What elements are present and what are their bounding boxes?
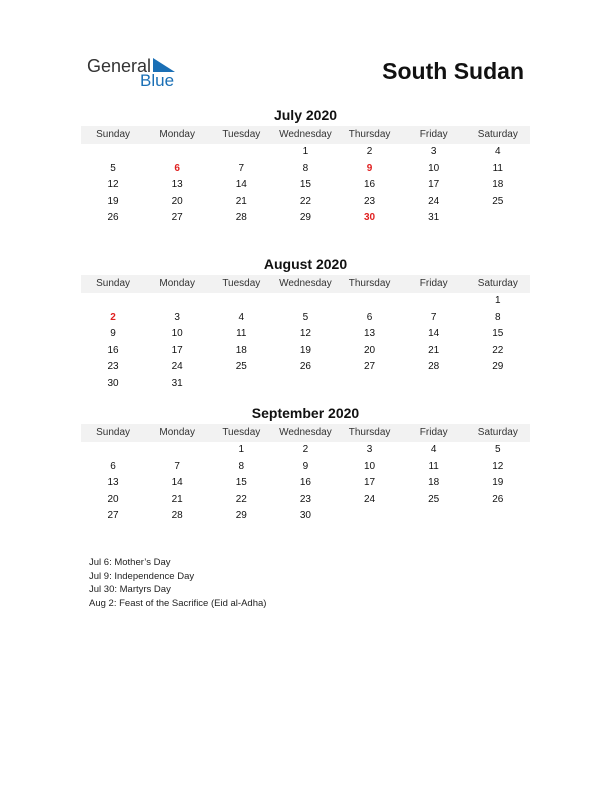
day-cell: [338, 293, 402, 310]
day-cell: 19: [492, 477, 504, 489]
day-cell: 21: [171, 493, 183, 505]
day-cell: 9: [110, 328, 116, 340]
day-cell: 17: [428, 179, 440, 191]
weekday-header: Friday: [419, 129, 448, 140]
day-cell: [338, 376, 402, 393]
day-cell: [145, 442, 209, 459]
day-cell: 7: [430, 311, 437, 323]
day-cell: 11: [428, 460, 439, 472]
weekday-header: Wednesday: [279, 278, 332, 289]
logo-triangle-icon: [153, 58, 175, 72]
weekday-header: Saturday: [477, 427, 518, 438]
weekday-header: Thursday: [348, 129, 391, 140]
day-cell: 18: [428, 477, 440, 489]
day-cell: 14: [235, 179, 247, 191]
day-cell: 6: [110, 460, 116, 472]
day-cell: 25: [235, 361, 247, 373]
day-cell: 23: [364, 195, 376, 207]
month-calendar-july: [81, 106, 530, 227]
day-cell: 30: [364, 212, 376, 224]
day-cell: 6: [174, 162, 180, 174]
week-row: [81, 376, 530, 393]
day-cell: 29: [235, 510, 247, 522]
day-cell: 24: [171, 361, 183, 373]
day-cell: 13: [171, 179, 183, 191]
week-row: [81, 359, 530, 376]
week-rows: [81, 293, 530, 393]
week-row: [81, 459, 530, 476]
day-cell: 2: [110, 311, 116, 323]
day-cell: 14: [171, 477, 183, 489]
day-cell: 15: [299, 179, 311, 191]
month-title: September 2020: [251, 405, 360, 421]
day-cell: 29: [299, 212, 311, 224]
day-cell: 3: [430, 146, 437, 157]
day-cell: [466, 210, 530, 227]
day-cell: 7: [174, 460, 180, 472]
week-rows: [81, 442, 530, 525]
day-cell: 3: [366, 444, 373, 455]
weekday-header-row: [81, 275, 530, 293]
day-cell: [81, 144, 145, 161]
day-cell: 21: [235, 195, 247, 207]
week-row: [81, 475, 530, 492]
day-cell: 14: [428, 328, 440, 340]
day-cell: 24: [364, 493, 376, 505]
day-cell: 26: [299, 361, 311, 373]
day-cell: 30: [107, 377, 119, 389]
day-cell: 27: [107, 510, 119, 522]
day-cell: 30: [299, 510, 311, 522]
day-cell: [273, 293, 337, 310]
day-cell: [466, 376, 530, 393]
week-row: [81, 194, 530, 211]
day-cell: 20: [364, 344, 376, 356]
day-cell: 1: [238, 444, 245, 455]
month-calendar-september: [81, 404, 530, 525]
week-row: [81, 144, 530, 161]
day-cell: 5: [110, 162, 116, 174]
day-cell: 4: [495, 146, 501, 157]
weekday-header: Thursday: [348, 278, 391, 289]
day-cell: 9: [302, 460, 309, 472]
weekday-header: Friday: [419, 427, 448, 438]
day-cell: 21: [428, 344, 440, 356]
day-cell: 12: [107, 179, 119, 191]
day-cell: 20: [171, 195, 183, 207]
week-row: [81, 293, 530, 310]
day-cell: 17: [364, 477, 376, 489]
week-row: [81, 442, 530, 459]
logo-general-text: General: [87, 56, 152, 76]
weekday-header-row: [81, 424, 530, 442]
day-cell: 10: [171, 328, 183, 340]
day-cell: [145, 144, 209, 161]
day-cell: 8: [495, 311, 501, 323]
week-rows: [81, 144, 530, 227]
day-cell: 23: [107, 361, 119, 373]
day-cell: 26: [107, 212, 119, 224]
week-row: [81, 326, 530, 343]
weekday-header: Wednesday: [279, 427, 332, 438]
day-cell: 26: [492, 493, 504, 505]
day-cell: [402, 293, 466, 310]
day-cell: 6: [366, 311, 373, 323]
day-cell: 16: [299, 477, 311, 489]
day-cell: 24: [428, 195, 440, 207]
holiday-note: Jul 9: Independence Day: [89, 570, 195, 582]
day-cell: 25: [492, 195, 504, 207]
day-cell: 11: [492, 162, 503, 174]
day-cell: 5: [302, 311, 309, 323]
day-cell: 1: [302, 146, 309, 157]
weekday-header: Tuesday: [222, 129, 261, 140]
country-title: South Sudan: [382, 58, 524, 84]
day-cell: [402, 508, 466, 525]
weekday-header-row: [81, 126, 530, 144]
week-row: [81, 177, 530, 194]
weekday-header: Friday: [419, 278, 448, 289]
day-cell: 2: [302, 444, 309, 455]
day-cell: [209, 144, 273, 161]
brand-logo: [87, 56, 197, 96]
day-cell: 15: [235, 477, 247, 489]
day-cell: 31: [171, 377, 183, 389]
day-cell: 22: [235, 493, 247, 505]
day-cell: 11: [236, 328, 247, 340]
day-cell: 19: [299, 344, 311, 356]
day-cell: 19: [107, 195, 119, 207]
day-cell: 8: [238, 460, 245, 472]
day-cell: 4: [238, 311, 245, 323]
day-cell: 16: [107, 344, 119, 356]
day-cell: 28: [171, 510, 183, 522]
day-cell: 20: [107, 493, 119, 505]
month-title: August 2020: [263, 256, 348, 272]
day-cell: [273, 376, 337, 393]
day-cell: 27: [171, 212, 183, 224]
day-cell: 9: [366, 162, 373, 174]
day-cell: 12: [492, 460, 504, 472]
day-cell: 8: [302, 162, 309, 174]
day-cell: 16: [364, 179, 376, 191]
weekday-header: Monday: [159, 278, 195, 289]
day-cell: 1: [495, 295, 501, 306]
day-cell: 10: [364, 460, 376, 472]
day-cell: 22: [299, 195, 311, 207]
holiday-note: Jul 30: Martyrs Day: [89, 584, 171, 596]
weekday-header: Sunday: [96, 129, 131, 140]
day-cell: 22: [492, 344, 504, 356]
weekday-header: Saturday: [477, 129, 518, 140]
day-cell: 2: [366, 146, 373, 157]
day-cell: 15: [492, 328, 504, 340]
day-cell: 23: [299, 493, 311, 505]
logo-blue-text: Blue: [140, 71, 175, 90]
week-row: [81, 310, 530, 327]
day-cell: 29: [492, 361, 504, 373]
weekday-header: Monday: [159, 427, 195, 438]
week-row: [81, 492, 530, 509]
weekday-header: Thursday: [348, 427, 391, 438]
day-cell: [209, 376, 273, 393]
week-row: [81, 343, 530, 360]
day-cell: 31: [428, 212, 440, 224]
day-cell: [338, 508, 402, 525]
holiday-note: Jul 6: Mother’s Day: [89, 557, 171, 568]
day-cell: 17: [171, 344, 183, 356]
weekday-header: Wednesday: [279, 129, 332, 140]
day-cell: 12: [299, 328, 311, 340]
week-row: [81, 508, 530, 525]
day-cell: [402, 376, 466, 393]
day-cell: 7: [238, 162, 245, 174]
weekday-header: Monday: [159, 129, 195, 140]
day-cell: 28: [235, 212, 247, 224]
weekday-header: Tuesday: [222, 278, 261, 289]
weekday-header: Tuesday: [222, 427, 261, 438]
day-cell: 5: [495, 444, 501, 455]
day-cell: 27: [364, 361, 376, 373]
month-title: July 2020: [273, 107, 338, 123]
day-cell: [81, 293, 145, 310]
holiday-note: Aug 2: Feast of the Sacrifice (Eid al-Adha): [89, 597, 267, 609]
week-row: [81, 161, 530, 178]
day-cell: 25: [428, 493, 440, 505]
day-cell: 3: [174, 311, 180, 323]
day-cell: [145, 293, 209, 310]
day-cell: [81, 442, 145, 459]
weekday-header: Sunday: [96, 427, 131, 438]
day-cell: 18: [492, 179, 504, 191]
weekday-header: Sunday: [96, 278, 131, 289]
day-cell: 13: [364, 328, 376, 340]
weekday-header: Saturday: [477, 278, 518, 289]
week-row: [81, 210, 530, 227]
day-cell: [466, 508, 530, 525]
holiday-notes: [89, 556, 266, 610]
day-cell: 18: [235, 344, 247, 356]
day-cell: [209, 293, 273, 310]
day-cell: 4: [430, 444, 437, 455]
day-cell: 13: [107, 477, 119, 489]
day-cell: 10: [428, 162, 440, 174]
day-cell: 28: [428, 361, 440, 373]
month-calendar-august: [81, 255, 530, 393]
